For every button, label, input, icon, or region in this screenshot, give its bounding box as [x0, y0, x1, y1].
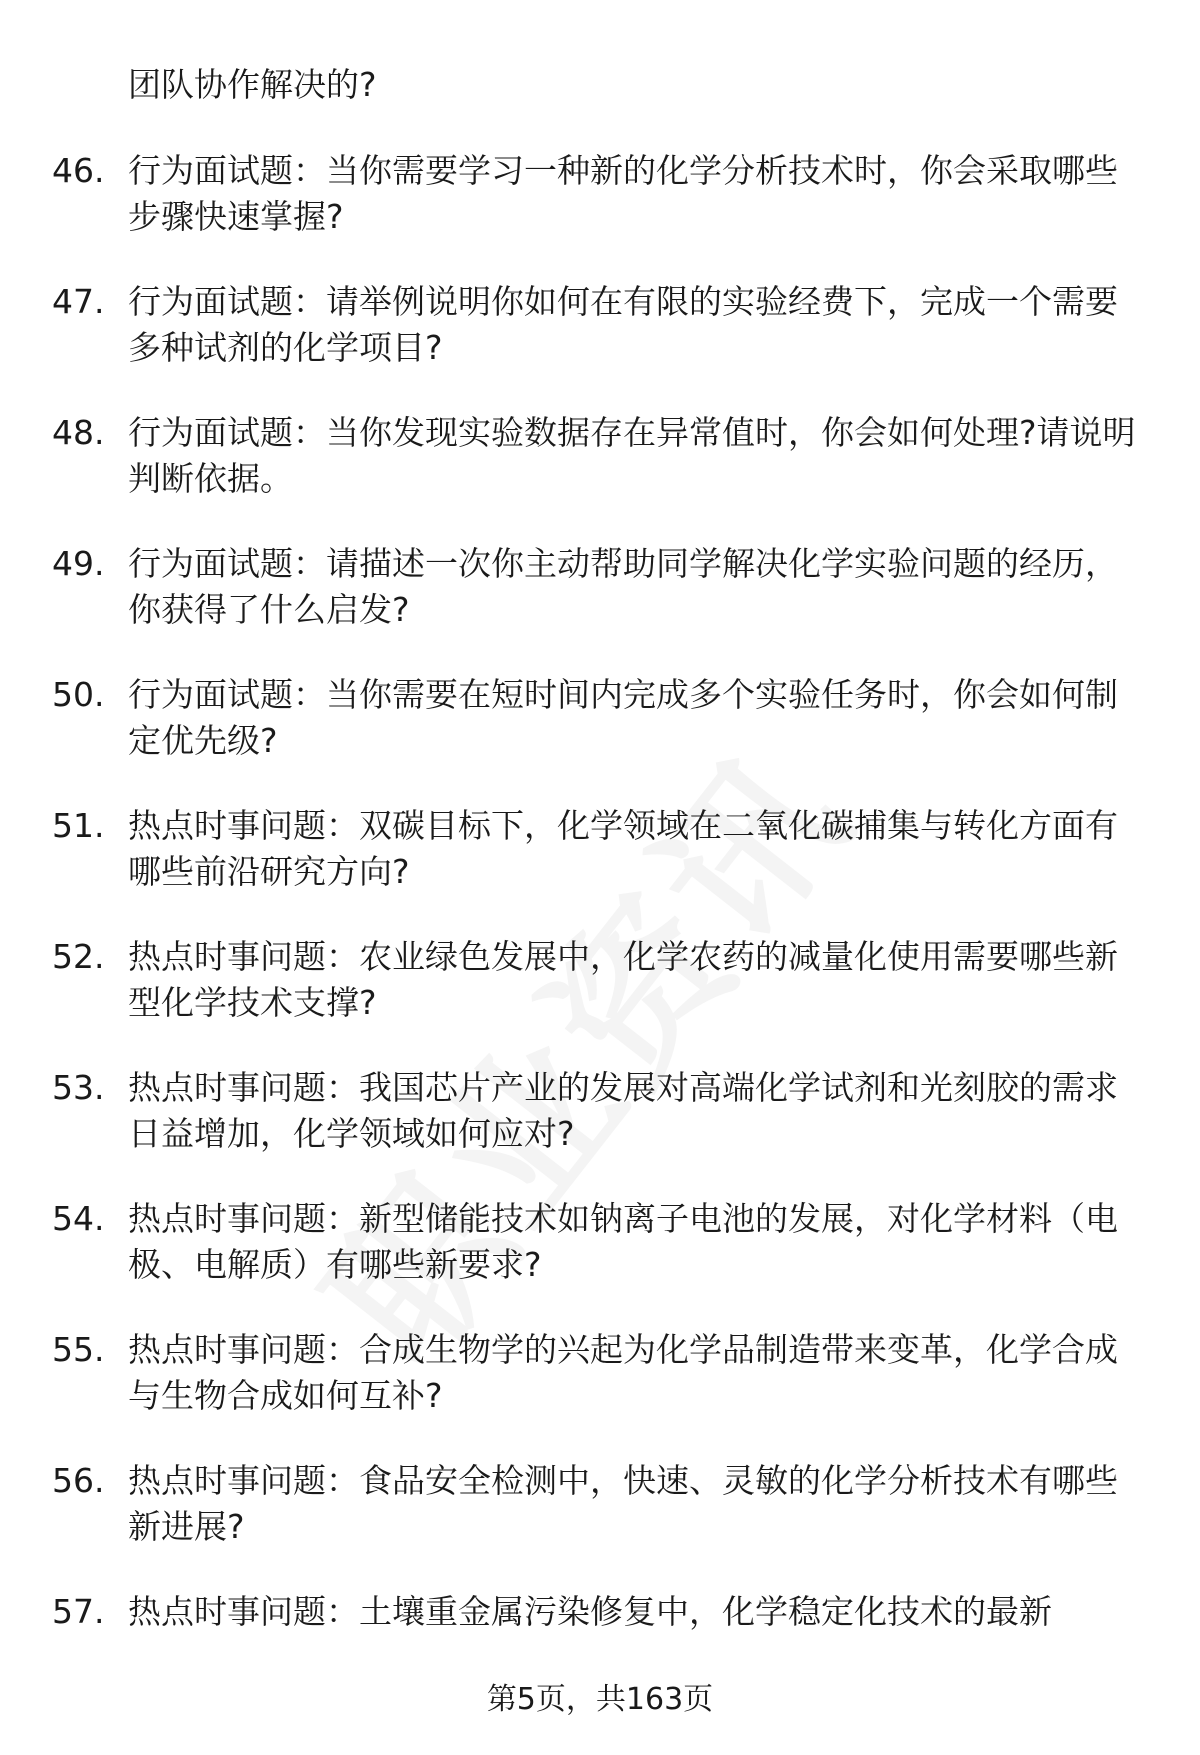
question-text: 热点时事问题：土壤重金属污染修复中，化学稳定化技术的最新	[128, 1592, 1052, 1631]
question-number: 46.	[52, 151, 105, 190]
question-number: 49.	[52, 544, 105, 583]
question-text: 行为面试题：当你需要在短时间内完成多个实验任务时，你会如何制定优先级?	[128, 675, 1118, 760]
list-item	[0, 402, 1200, 533]
question-text: 热点时事问题：双碳目标下，化学领域在二氧化碳捕集与转化方面有哪些前沿研究方向?	[128, 806, 1118, 891]
list-item	[0, 1450, 1200, 1581]
question-number: 51.	[52, 806, 105, 845]
question-list	[0, 140, 1200, 1712]
question-number: 54.	[52, 1199, 105, 1238]
list-item	[0, 795, 1200, 926]
question-number: 48.	[52, 413, 105, 452]
question-number: 50.	[52, 675, 105, 714]
question-text: 热点时事问题：我国芯片产业的发展对高端化学试剂和光刻胶的需求日益增加，化学领域如何应对?	[128, 1068, 1118, 1153]
question-text: 热点时事问题：合成生物学的兴起为化学品制造带来变革，化学合成与生物合成如何互补?	[128, 1330, 1118, 1415]
list-item	[0, 1057, 1200, 1188]
question-text: 行为面试题：当你发现实验数据存在异常值时，你会如何处理?请说明判断依据。	[128, 413, 1136, 498]
list-item	[0, 664, 1200, 795]
list-item	[0, 271, 1200, 402]
question-text: 行为面试题：请举例说明你如何在有限的实验经费下，完成一个需要多种试剂的化学项目?	[128, 282, 1118, 367]
question-text: 行为面试题：请描述一次你主动帮助同学解决化学实验问题的经历，你获得了什么启发?	[128, 544, 1118, 629]
question-text: 热点时事问题：新型储能技术如钠离子电池的发展，对化学材料（电极、电解质）有哪些新要求?	[128, 1199, 1118, 1284]
list-item	[0, 533, 1200, 664]
question-text: 热点时事问题：食品安全检测中，快速、灵敏的化学分析技术有哪些新进展?	[128, 1461, 1118, 1546]
question-text: 行为面试题：当你需要学习一种新的化学分析技术时，你会采取哪些步骤快速掌握?	[128, 151, 1118, 236]
list-item	[0, 1188, 1200, 1319]
continuation-text: 团队协作解决的?	[128, 65, 377, 104]
question-text: 热点时事问题：农业绿色发展中，化学农药的减量化使用需要哪些新型化学技术支撑?	[128, 937, 1118, 1022]
question-number: 57.	[52, 1592, 105, 1631]
list-item	[0, 1319, 1200, 1450]
question-number: 52.	[52, 937, 105, 976]
list-item	[0, 140, 1200, 271]
page-footer: 第5页，共163页	[486, 1682, 714, 1717]
question-number: 55.	[52, 1330, 105, 1369]
question-number: 56.	[52, 1461, 105, 1500]
question-number: 47.	[52, 282, 105, 321]
question-number: 53.	[52, 1068, 105, 1107]
list-item	[0, 926, 1200, 1057]
